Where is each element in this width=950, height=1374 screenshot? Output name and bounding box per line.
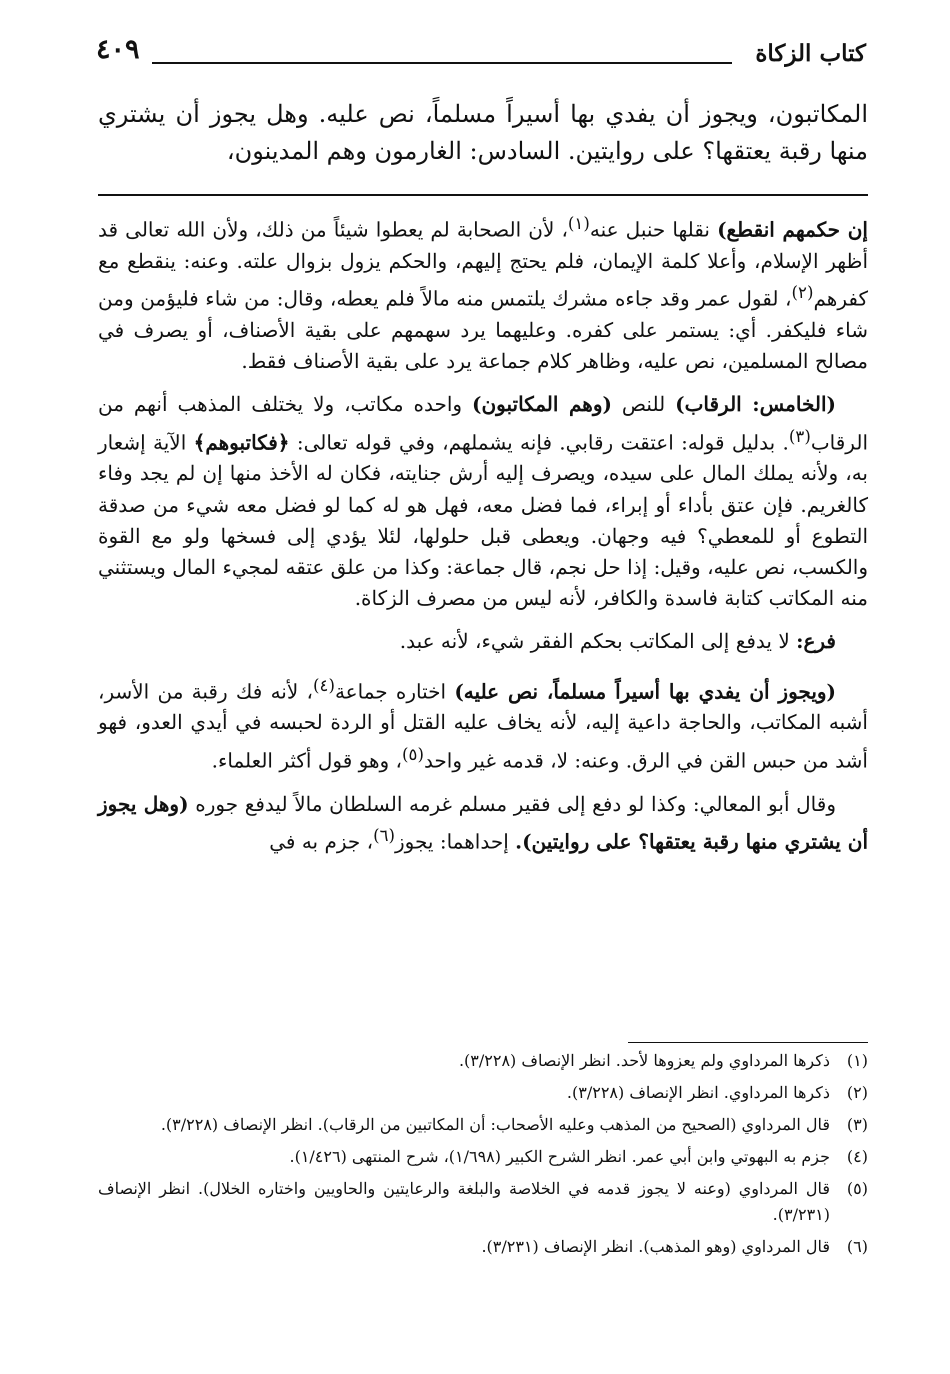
quoted-phrase: (وهم المكاتبون) xyxy=(472,392,612,417)
footnote-number: (٥) xyxy=(846,1179,868,1198)
commentary xyxy=(98,208,868,870)
text-run: ، لقول عمر وقد جاءه مشرك يلتمس منه مالاً فلم يعطه، وقال: من شاء فليؤمن ومن شاء فليكفر. أي: يستمر على كفره. وعليهما يرد سهمهم على بقية الأصناف، أو يصرف في مصالح المسلمين، نص عليه، وظاهر كلام جماعة يرد على بقية الأصناف فقط. xyxy=(98,286,868,374)
footnote-number: (١) xyxy=(846,1051,868,1070)
commentary-paragraph-5 xyxy=(98,789,868,858)
page-header xyxy=(96,34,866,74)
commentary-paragraph-3 xyxy=(98,626,868,657)
text-run: ، وهو قول أكثر العلماء. xyxy=(211,748,402,773)
footnote-ref: (٢) xyxy=(791,283,814,303)
quoted-phrase: (ويجوز أن يفدي بها أسيراً مسلماً، نص عليه) xyxy=(454,679,837,704)
footnote-text: ذكرها المرداوي. انظر الإنصاف (٣/٢٢٨). xyxy=(566,1083,830,1102)
quoted-phrase: (الخامس: الرقاب) xyxy=(675,392,836,417)
footnote xyxy=(98,1048,868,1074)
text-run: واحده مكاتب، ولا يختلف المذهب أنهم من الرقاب xyxy=(98,392,868,455)
footnote-number: (٦) xyxy=(846,1237,868,1256)
footnote-text: ذكرها المرداوي ولم يعزوها لأحد. انظر الإنصاف (٣/٢٢٨). xyxy=(458,1051,830,1070)
footnote-ref: (٥) xyxy=(401,744,424,764)
commentary-paragraph-1 xyxy=(98,208,868,377)
text-run: ، لأن الصحابة لم يعطوا شيئاً من ذلك، ولأن الله تعالى قد أظهر الإسلام، وأعلا كلمة الإيمان، فلم يحتج إليهم، والحكم يزول بزوال علته. وعنه: ينقطع مع كفرهم xyxy=(98,217,868,311)
quoted-phrase: فرع: xyxy=(796,629,836,654)
footnote-number: (٣) xyxy=(846,1115,868,1134)
footnote xyxy=(98,1176,868,1228)
footnote-text: قال المرداوي (وهو المذهب). انظر الإنصاف (٣/٢٣١). xyxy=(481,1237,830,1256)
footnote-ref: (٦) xyxy=(373,825,396,845)
matn-paragraph: المكاتبون، ويجوز أن يفدي بها أسيراً مسلماً، نص عليه. وهل يجوز أن يشتري منها رقبة يعتقها؟ على روايتين. السادس: الغارمون وهم المدينون، xyxy=(98,100,868,165)
footnote-separator xyxy=(628,1042,868,1043)
commentary-paragraph-2 xyxy=(98,389,868,614)
quoted-phrase: إن حكمهم انقطع) xyxy=(717,217,868,242)
footnote xyxy=(98,1144,868,1170)
text-run: إحداهما: يجوز xyxy=(395,829,516,854)
footnote-number: (٤) xyxy=(846,1147,868,1166)
footnote-ref: (١) xyxy=(567,214,590,233)
header-rule xyxy=(152,62,732,64)
footnote-text: جزم به البهوتي وابن أبي عمر. انظر الشرح الكبير (١/٦٩٨)، شرح المنتهى (١/٤٢٦). xyxy=(289,1147,830,1166)
commentary-paragraph-4 xyxy=(98,670,868,777)
footnote-ref: (٣) xyxy=(788,426,811,446)
text-run: اختاره جماعة xyxy=(334,679,455,704)
footnotes xyxy=(98,1048,868,1266)
text-run: لا يدفع إلى المكاتب بحكم الفقر شيء، لأنه عبد. xyxy=(399,629,797,654)
footnote-text: قال المرداوي (وعنه لا يجوز قدمه في الخلاصة والبلغة والرعايتين والحاويين واختاره الخلال). انظر الإنصاف (٣/٢٣١). xyxy=(98,1179,830,1224)
text-run: وقال أبو المعالي: وكذا لو دفع إلى فقير مسلم غرمه السلطان مالاً ليدفع جوره xyxy=(188,791,836,816)
footnote xyxy=(98,1234,868,1260)
matn-separator xyxy=(98,194,868,196)
footnote-number: (٢) xyxy=(846,1083,868,1102)
page-number: ٤٠٩ xyxy=(96,34,140,65)
quoted-phrase: (وهل يجوز أن يشتري منها رقبة يعتقها؟ على روايتين). xyxy=(98,791,868,854)
quran-quote: ﴿فكاتبوهم﴾ xyxy=(193,430,290,455)
footnote xyxy=(98,1080,868,1106)
footnote-text: قال المرداوي (الصحيح من المذهب وعليه الأصحاب: أن المكاتبين من الرقاب). انظر الإنصاف (٣/٢٢٨). xyxy=(160,1115,830,1134)
footnote-ref: (٤) xyxy=(313,675,335,695)
matn-text xyxy=(98,96,868,170)
text-run: . بدليل قوله: اعتقت رقابي. فإنه يشملهم، وفي قوله تعالى: xyxy=(289,430,789,455)
text-run: الآية إشعار به، ولأنه يملك المال على سيده، ويصرف إليه أرش جنايته، فكان له الأخذ منها إن لم يجد وفاء كالغريم. فإن عتق بأداء أو إبراء، فما فضل معه، فهل هو له كما لو فضل معه شيء من صدقة التطوع أو للمعطي؟ فيه وجهان. ويعطى قبل حلولها، لئلا يؤدي إلى فسخها ولو مع القوة والكسب، نص عليه، وقيل: إذا حل نجم، قال جماعة: وكذا من علق عتقه لمجيء المال ويستثني منه المكاتب كتابة فاسدة والكافر، لأنه ليس من مصرف الزكاة. xyxy=(98,430,868,611)
text-run: للنص xyxy=(611,392,676,417)
text-run: نقلها حنبل عنه xyxy=(589,217,718,242)
footnote xyxy=(98,1112,868,1138)
text-run: ، جزم به في xyxy=(269,829,374,854)
running-title: كتاب الزكاة xyxy=(755,40,866,67)
text-run: ، لأنه فك رقبة من الأسر، أشبه المكاتب، والحاجة داعية إليه، لأنه يخاف عليه القتل أو الردة لحبسه في أيدي العدو، فهو أشد من حبس القن في الرق. وعنه: لا، قدمه غير واحد xyxy=(98,679,868,773)
